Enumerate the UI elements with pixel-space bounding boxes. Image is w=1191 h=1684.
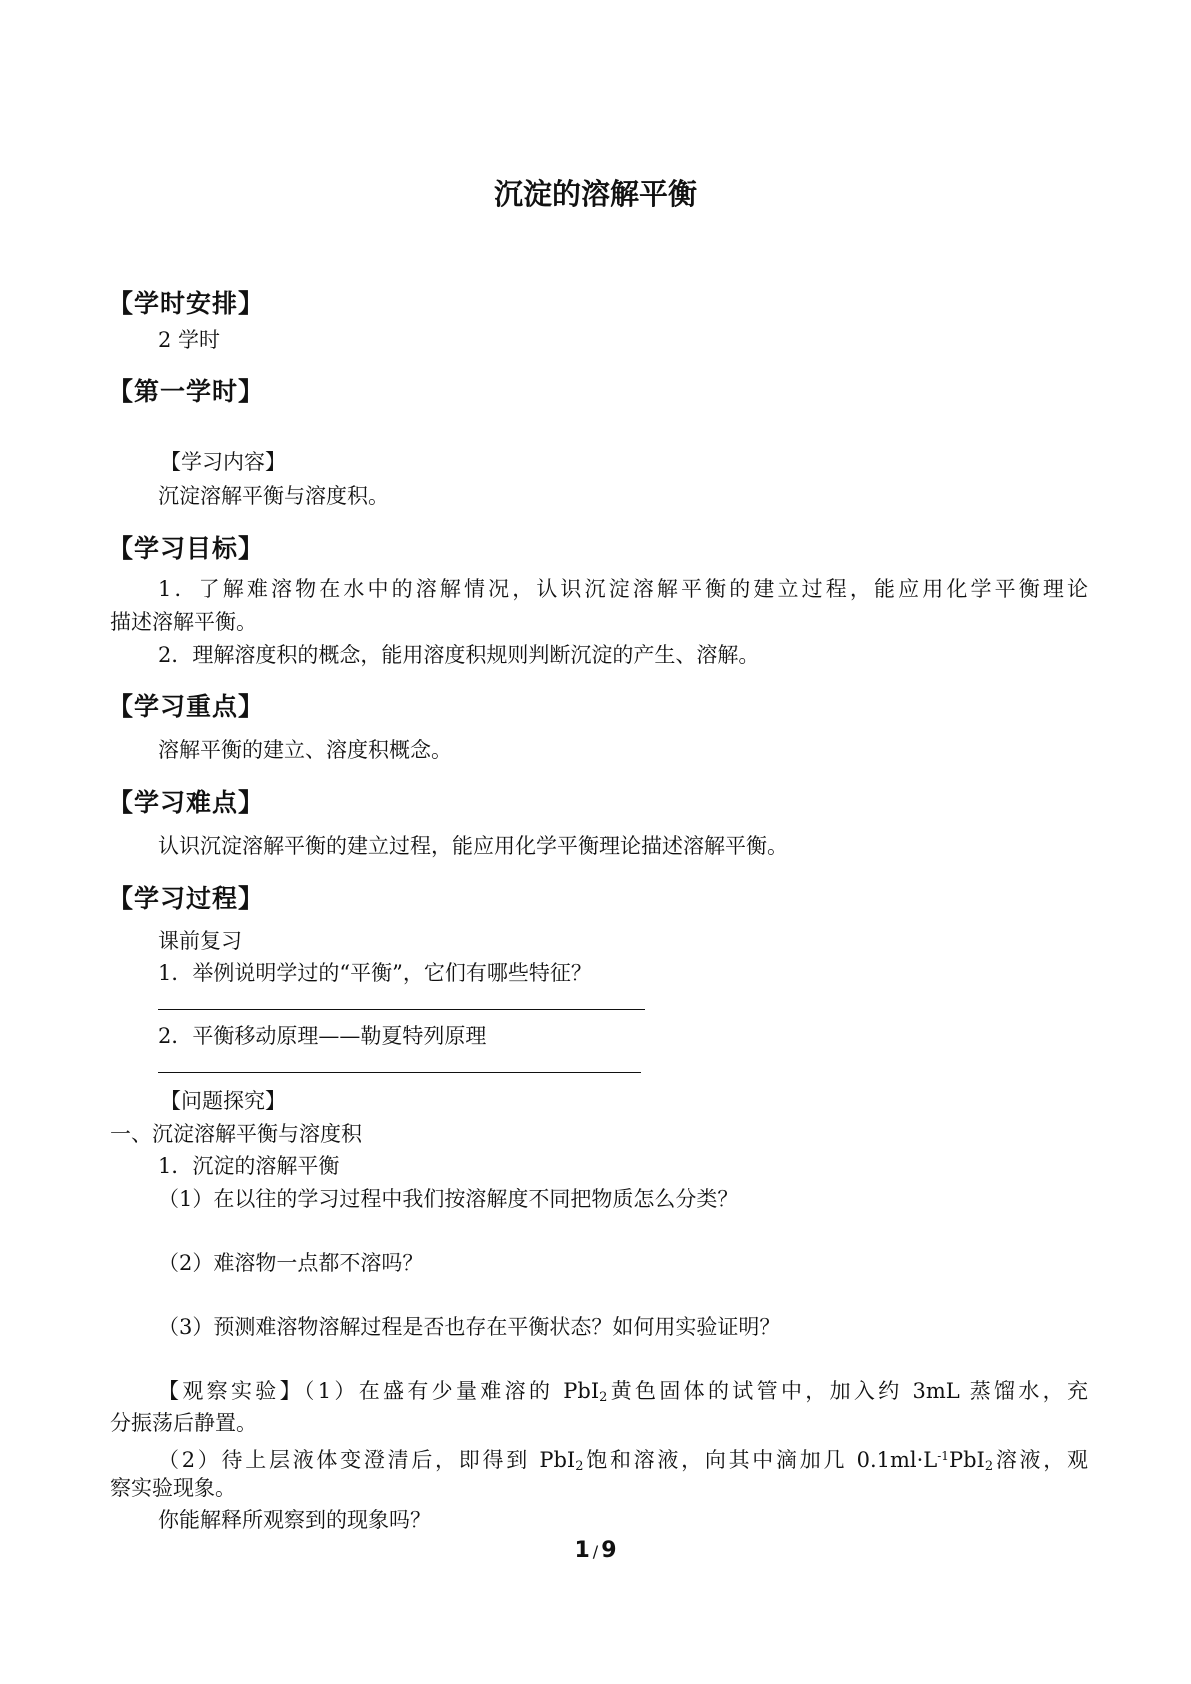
schedule-heading: 【学时安排】: [108, 289, 265, 318]
key-text: 溶解平衡的建立、溶度积概念。: [158, 738, 452, 762]
goal1-line1: 1．了解难溶物在水中的溶解情况，认识沉淀溶解平衡的建立过程，能应用化学平衡理论: [158, 577, 1088, 601]
review-question-1: 1．举例说明学过的“平衡”，它们有哪些特征？: [158, 961, 592, 985]
goal1-line2: 描述溶解平衡。: [110, 610, 257, 634]
answer-blank-2: [158, 1072, 641, 1073]
difficulty-text: 认识沉淀溶解平衡的建立过程，能应用化学平衡理论描述溶解平衡。: [158, 834, 788, 858]
content-text: 沉淀溶解平衡与溶度积。: [158, 484, 389, 508]
part1-heading: 一、沉淀溶解平衡与溶度积: [110, 1122, 362, 1146]
process-heading: 【学习过程】: [108, 884, 265, 913]
question-2: （2）难溶物一点都不溶吗？: [158, 1251, 424, 1275]
subsection-1-heading: 1．沉淀的溶解平衡: [158, 1154, 340, 1178]
page-number: [0, 1538, 1191, 1563]
experiment-line-1: 【观察实验】（1）在盛有少量难溶的 PbI$_2$黄色固体的试管中，加入约 3mL 蒸馏水，充: [158, 1379, 1089, 1405]
review-label: 课前复习: [158, 929, 242, 953]
question-3: （3）预测难溶物溶解过程是否也存在平衡状态？如何用实验证明？: [158, 1315, 781, 1339]
experiment-label: 【观察实验】: [158, 1379, 304, 1403]
experiment-line-2: 分振荡后静置。: [110, 1411, 257, 1435]
period-heading: 【第一学时】: [108, 377, 265, 406]
explain-question: 你能解释所观察到的现象吗？: [158, 1508, 431, 1532]
content-label: 【学习内容】: [160, 450, 286, 474]
schedule-text: 2 学时: [158, 328, 221, 352]
inquiry-label: 【问题探究】: [160, 1089, 286, 1113]
question-1: （1）在以往的学习过程中我们按溶解度不同把物质怎么分类？: [158, 1187, 739, 1211]
key-heading: 【学习重点】: [108, 692, 265, 721]
current-page: 1: [574, 1538, 590, 1563]
review-question-2: 2．平衡移动原理——勒夏特列原理: [158, 1024, 487, 1048]
answer-blank-1: [158, 1009, 645, 1010]
goals-heading: 【学习目标】: [108, 534, 265, 563]
document-title: 沉淀的溶解平衡: [493, 177, 697, 211]
page-separator: /: [592, 1542, 599, 1561]
total-pages: 9: [601, 1538, 617, 1563]
goal2: 2．理解溶度积的概念，能用溶度积规则判断沉淀的产生、溶解。: [158, 643, 760, 667]
experiment-step-2-line-1: （2）待上层液体变澄清后，即得到 PbI$_2$饱和溶液，向其中滴加几 $0.1ml\cdot L^{-1}PbI_2$溶液，观: [158, 1448, 1089, 1474]
experiment-step-2-line-2: 察实验现象。: [110, 1476, 236, 1500]
difficulty-heading: 【学习难点】: [108, 788, 265, 817]
